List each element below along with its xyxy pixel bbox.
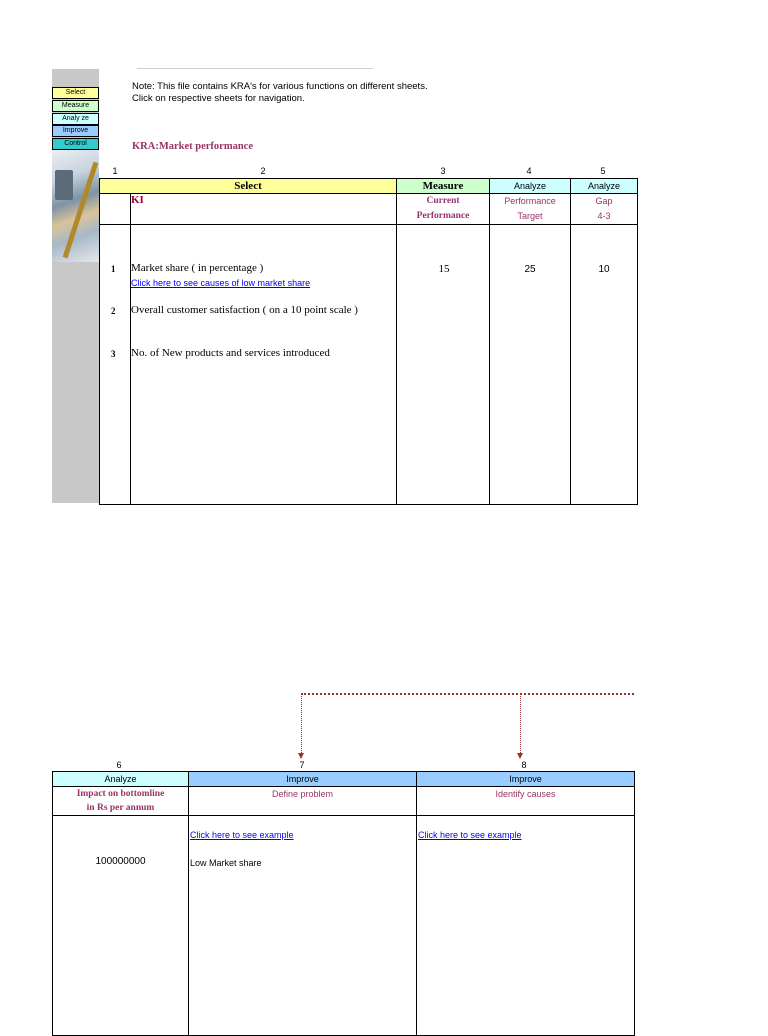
impact-value: 100000000 — [95, 856, 146, 867]
kri-new-products: No. of New products and services introduced — [131, 347, 330, 359]
subheader-target-line2: Target — [517, 211, 543, 221]
connector-line — [301, 693, 302, 753]
subheader-identify-causes: Identify causes — [417, 787, 635, 816]
subheader-impact — [53, 787, 189, 816]
column-number: 3 — [440, 166, 446, 176]
define-problem-text: Low Market share — [190, 858, 262, 868]
nav-select-button[interactable]: Select — [52, 87, 99, 99]
header-improve-define: Improve — [189, 772, 417, 787]
gap-value: 10 — [598, 264, 610, 275]
causes-low-market-share-link[interactable]: Click here to see causes of low market share — [131, 278, 311, 288]
subheader-target-line1: Performance — [504, 196, 556, 206]
column-number: 8 — [521, 760, 527, 770]
kri-market-share: Market share ( in percentage ) — [131, 262, 264, 274]
column-number: 2 — [260, 166, 266, 176]
header-measure: Measure — [397, 179, 490, 194]
subheader-current-line2: Performance — [416, 211, 470, 221]
subheader-ki: KI — [131, 194, 397, 225]
column-number: 7 — [299, 760, 305, 770]
subheader-gap-line1: Gap — [595, 196, 613, 206]
subheader-impact-line1: Impact on bottomline — [76, 789, 165, 799]
column-number: 1 — [112, 166, 118, 176]
ki-blank-cell — [100, 194, 131, 225]
note-line-1: Note: This file contains KRA's for various functions on different sheets. — [132, 81, 428, 92]
header-improve-identify: Improve — [417, 772, 635, 787]
arrow-down-icon — [517, 753, 523, 759]
row-number: 2 — [111, 306, 116, 316]
column-number: 4 — [526, 166, 532, 176]
connector-line — [520, 693, 521, 753]
subheader-impact-line2: in Rs per annum — [86, 803, 155, 813]
current-performance-value: 15 — [438, 263, 450, 275]
calculator-icon — [55, 170, 73, 200]
top-divider — [137, 68, 373, 69]
subheader-performance-target — [490, 194, 571, 225]
row-number: 3 — [111, 349, 116, 359]
connector-line — [301, 693, 634, 695]
header-analyze-gap: Analyze — [571, 179, 638, 194]
sidebar-photo — [52, 150, 99, 262]
identify-example-link[interactable]: Click here to see example — [418, 830, 522, 840]
kra-table — [99, 178, 638, 505]
nav-analyze-button[interactable]: Analy ze — [52, 113, 99, 125]
column-number: 6 — [116, 760, 122, 770]
performance-target-value: 25 — [524, 264, 536, 275]
subheader-define-problem: Define problem — [189, 787, 417, 816]
define-example-link[interactable]: Click here to see example — [190, 830, 294, 840]
kra-title: KRA:Market performance — [132, 141, 253, 152]
nav-control-button[interactable]: Control — [52, 138, 99, 150]
define-body-cell — [189, 816, 417, 1036]
impact-body-cell — [53, 816, 189, 1036]
arrow-down-icon — [298, 753, 304, 759]
identify-body-cell — [417, 816, 635, 1036]
header-select: Select — [100, 179, 397, 194]
column-number: 5 — [600, 166, 606, 176]
subheader-current-line1: Current — [426, 196, 460, 206]
nav-improve-button[interactable]: Improve — [52, 125, 99, 137]
subheader-current-performance — [397, 194, 490, 225]
nav-measure-button[interactable]: Measure — [52, 100, 99, 112]
kri-customer-satisfaction: Overall customer satisfaction ( on a 10 point scale ) — [131, 304, 358, 316]
improvement-table — [52, 771, 635, 1036]
note-line-2: Click on respective sheets for navigation. — [132, 93, 305, 104]
row-number: 1 — [111, 264, 116, 274]
header-analyze-target: Analyze — [490, 179, 571, 194]
subheader-gap — [571, 194, 638, 225]
subheader-gap-line2: 4-3 — [597, 211, 611, 221]
header-analyze-impact: Analyze — [53, 772, 189, 787]
